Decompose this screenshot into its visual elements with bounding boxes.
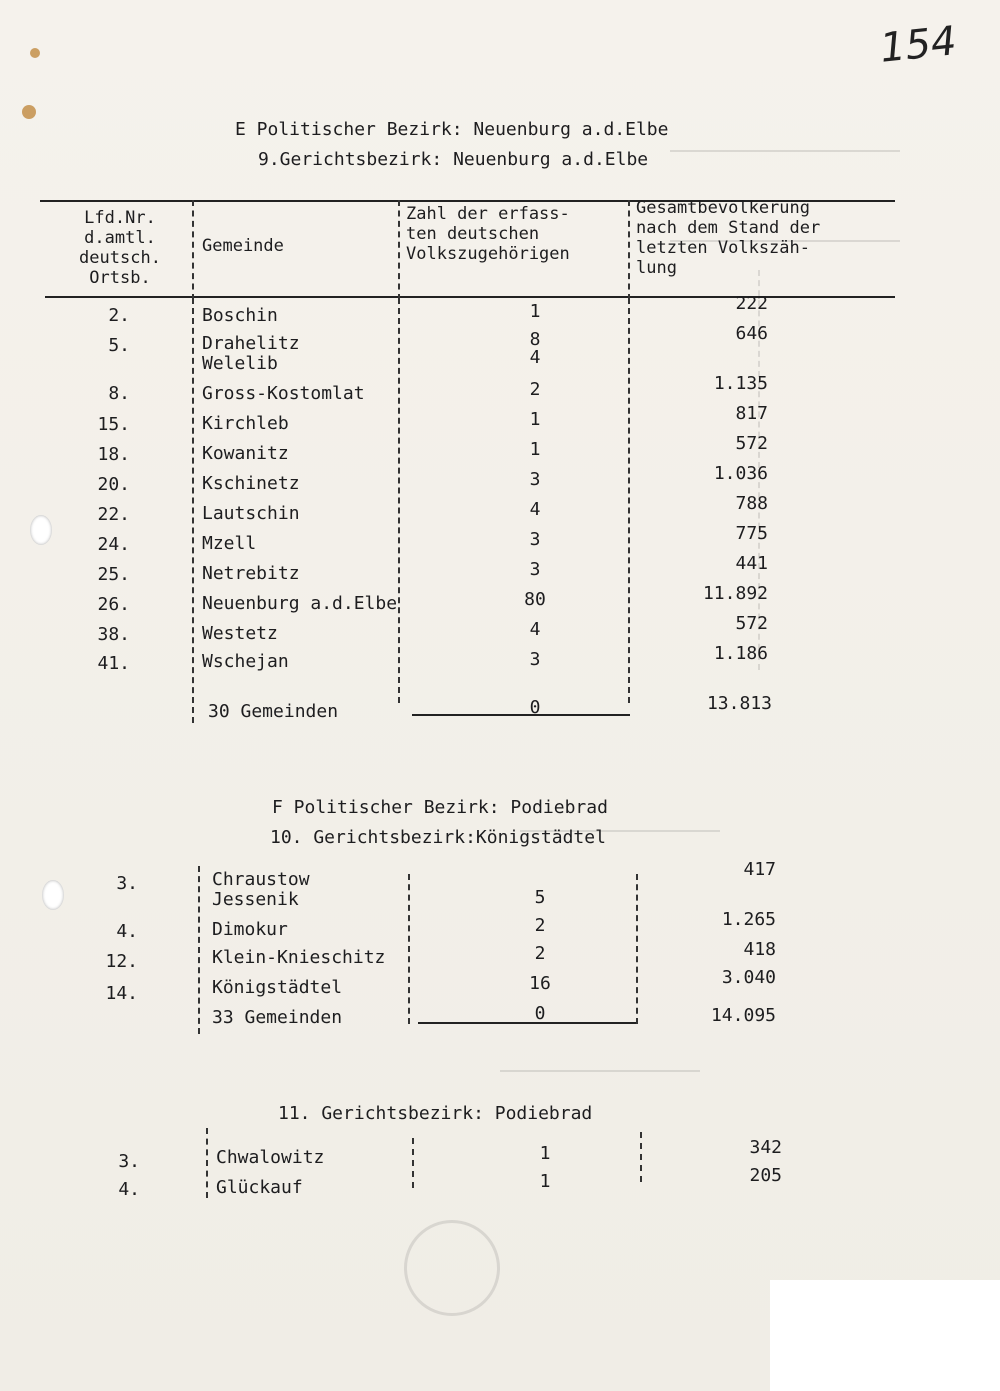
row-nr: 25. (97, 564, 130, 585)
row-gemeinde: Gross-Kostomlat (202, 383, 365, 404)
total-population: 14.095 (710, 1005, 776, 1026)
column-divider (628, 200, 630, 300)
column-divider (412, 1138, 414, 1188)
row-gemeinde: Wschejan (202, 651, 289, 672)
row-total: 222 (735, 293, 768, 314)
row-count: 3 (529, 559, 541, 580)
row-count: 2 (534, 915, 546, 936)
row-count: 1 (539, 1171, 551, 1192)
row-total: 1.265 (721, 909, 776, 930)
row-nr: 3. (118, 1151, 140, 1172)
row-gemeinde: Westetz (202, 623, 278, 644)
row-count: 8 (529, 329, 541, 350)
section-f-subtitle: 10. Gerichtsbezirk:Königstädtel (270, 827, 606, 848)
scan-corner-patch (770, 1280, 1000, 1391)
page-number: 154 (877, 18, 959, 72)
row-nr: 3. (116, 873, 138, 894)
row-count: 2 (534, 943, 546, 964)
punch-hole (30, 515, 52, 545)
row-count: 80 (524, 589, 546, 610)
row-nr: 12. (105, 951, 138, 972)
row-count: 3 (529, 529, 541, 550)
row-nr: 2. (108, 305, 130, 326)
header-gemeinde: Gemeinde (202, 236, 284, 256)
row-total: 788 (735, 493, 768, 514)
row-gemeinde: Jessenik (212, 889, 299, 910)
row-nr: 15. (97, 414, 130, 435)
row-count: 4 (529, 619, 541, 640)
row-nr: 22. (97, 504, 130, 525)
section-e-subtitle: 9.Gerichtsbezirk: Neuenburg a.d.Elbe (258, 149, 649, 170)
row-nr: 4. (116, 921, 138, 942)
header-zahl: Zahl der erfass- ten deutschen Volkszugehörigen (406, 204, 570, 264)
row-count: 1 (529, 439, 541, 460)
column-divider (198, 866, 200, 1034)
column-divider (408, 874, 410, 1024)
row-gemeinde: Mzell (202, 533, 257, 554)
section-e-title: E Politischer Bezirk: Neuenburg a.d.Elbe (235, 119, 669, 140)
row-gemeinde: Drahelitz (202, 333, 300, 354)
row-count: 16 (529, 973, 551, 994)
header-lfd-nr: Lfd.Nr. d.amtl. deutsch. Ortsb. (79, 208, 161, 288)
row-total: 1.186 (713, 643, 768, 664)
row-total: 1.135 (713, 373, 768, 394)
total-label: 30 Gemeinden (208, 701, 339, 722)
row-count: 1 (539, 1143, 551, 1164)
row-gemeinde: Lautschin (202, 503, 300, 524)
row-count: 1 (529, 409, 541, 430)
row-count: 4 (529, 347, 541, 368)
row-total: 205 (749, 1165, 782, 1186)
row-gemeinde: Königstädtel (212, 977, 343, 998)
section-f-title: F Politischer Bezirk: Podiebrad (272, 797, 608, 818)
row-total: 342 (749, 1137, 782, 1158)
row-gemeinde: Neuenburg a.d.Elbe (202, 593, 398, 614)
total-count: 0 (534, 1003, 546, 1024)
column-divider (636, 874, 638, 1024)
row-nr: 8. (108, 383, 130, 404)
column-divider (192, 298, 194, 723)
row-total: 11.892 (702, 583, 768, 604)
total-label: 33 Gemeinden (212, 1007, 343, 1028)
row-total: 3.040 (721, 967, 776, 988)
row-gemeinde: Klein-Knieschitz (212, 947, 386, 968)
column-divider (398, 200, 400, 300)
row-nr: 4. (118, 1179, 140, 1200)
row-total: 572 (735, 433, 768, 454)
row-gemeinde: Chwalowitz (216, 1147, 325, 1168)
row-gemeinde: Glückauf (216, 1177, 303, 1198)
row-gemeinde: Kowanitz (202, 443, 289, 464)
row-count: 2 (529, 379, 541, 400)
header-gesamt: Gesamtbevölkerung nach dem Stand der letzten Volkszäh- lung (636, 198, 821, 278)
row-total: 441 (735, 553, 768, 574)
rust-spot (22, 105, 36, 119)
row-total: 572 (735, 613, 768, 634)
row-total: 417 (743, 859, 776, 880)
column-divider (640, 1132, 642, 1182)
row-total: 646 (735, 323, 768, 344)
row-nr: 38. (97, 624, 130, 645)
total-population: 13.813 (706, 693, 772, 714)
row-total: 418 (743, 939, 776, 960)
row-gemeinde: Kschinetz (202, 473, 300, 494)
column-divider (398, 298, 400, 703)
row-count: 3 (529, 649, 541, 670)
row-total: 775 (735, 523, 768, 544)
row-nr: 26. (97, 594, 130, 615)
row-nr: 20. (97, 474, 130, 495)
row-gemeinde: Welelib (202, 353, 278, 374)
column-divider (206, 1128, 208, 1198)
row-gemeinde: Chraustow (212, 869, 310, 890)
total-count: 0 (529, 697, 541, 718)
column-divider (628, 298, 630, 703)
row-gemeinde: Dimokur (212, 919, 288, 940)
row-nr: 14. (105, 983, 138, 1004)
row-nr: 5. (108, 335, 130, 356)
row-gemeinde: Kirchleb (202, 413, 289, 434)
rust-spot (30, 48, 40, 58)
row-count: 4 (529, 499, 541, 520)
section-11-subtitle: 11. Gerichtsbezirk: Podiebrad (278, 1103, 593, 1124)
row-nr: 41. (97, 653, 130, 674)
row-count: 1 (529, 301, 541, 322)
row-total: 1.036 (713, 463, 768, 484)
row-total: 817 (735, 403, 768, 424)
row-gemeinde: Netrebitz (202, 563, 300, 584)
row-nr: 24. (97, 534, 130, 555)
column-divider (192, 200, 194, 300)
row-gemeinde: Boschin (202, 305, 278, 326)
row-nr: 18. (97, 444, 130, 465)
row-count: 3 (529, 469, 541, 490)
row-count: 5 (534, 887, 546, 908)
